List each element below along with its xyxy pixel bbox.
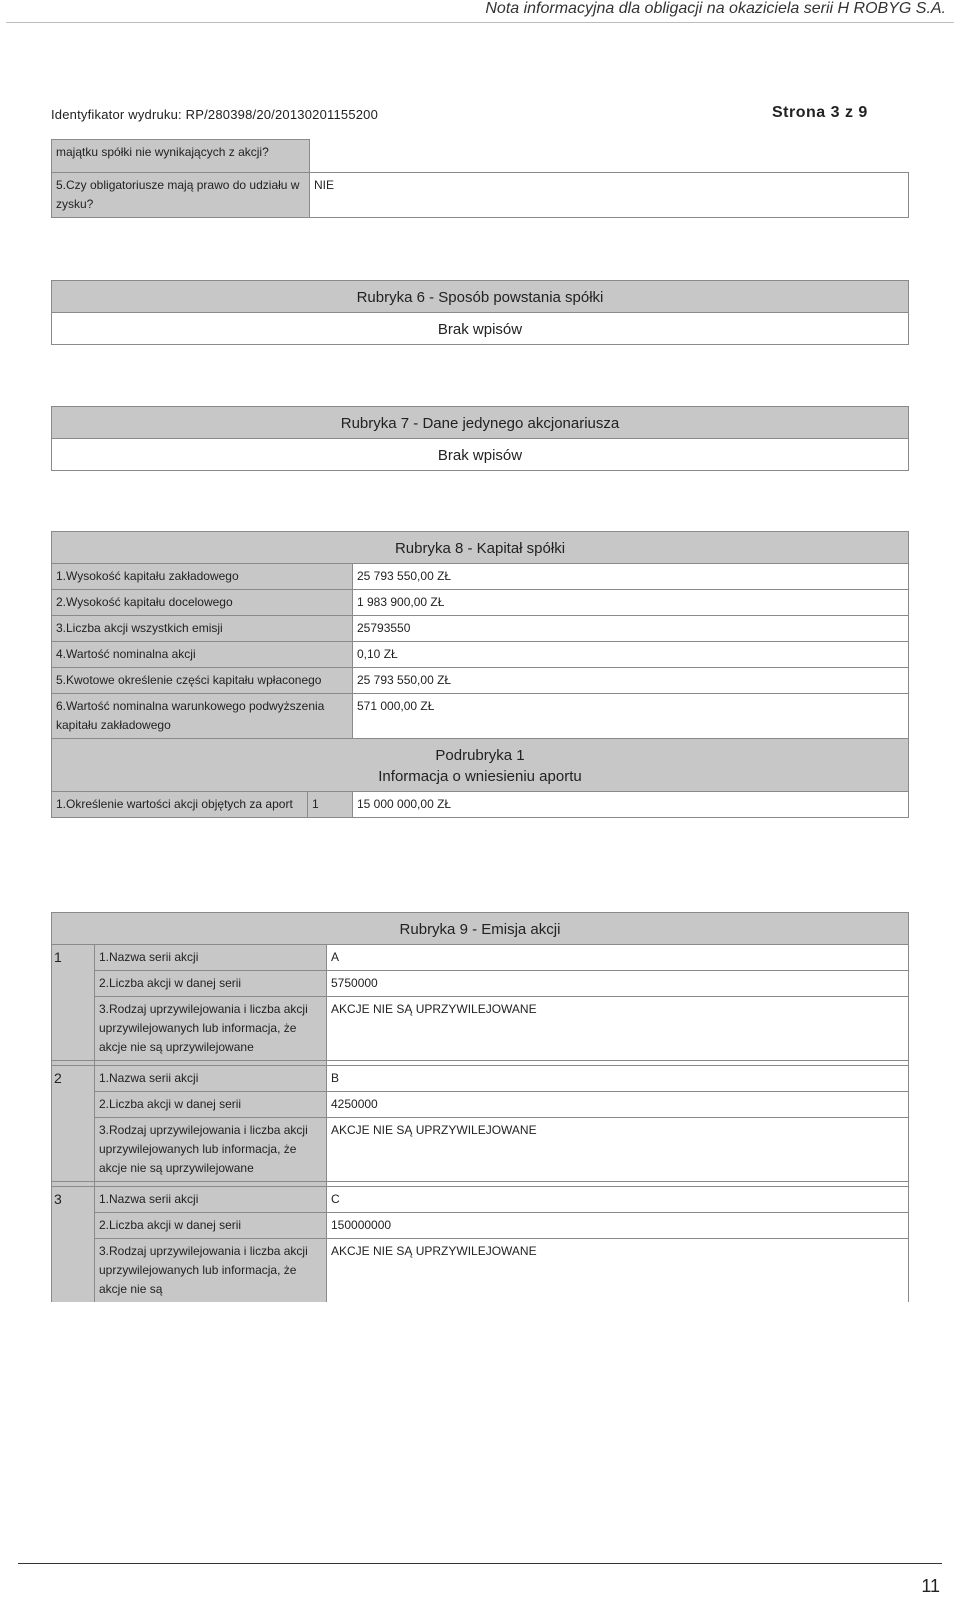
table-row <box>52 616 909 642</box>
page-indicator: Strona 3 z 9 <box>772 104 868 121</box>
series-index: 2 <box>52 1066 95 1182</box>
row-label: 1.Określenie wartości akcji objętych za aport <box>52 792 308 818</box>
row-label: 1.Nazwa serii akcji <box>95 1066 327 1092</box>
row-label: 2.Liczba akcji w danej serii <box>95 971 327 997</box>
section-empty-note: Brak wpisów <box>52 313 909 345</box>
row-value <box>310 140 909 173</box>
table-row <box>52 694 909 739</box>
rubryka-6-table <box>51 280 909 345</box>
row-label: 2.Wysokość kapitału docelowego <box>52 590 353 616</box>
row-value: 150000000 <box>327 1213 909 1239</box>
row-value: B <box>327 1066 909 1092</box>
table-row <box>52 1187 909 1213</box>
row-value: A <box>327 945 909 971</box>
table-row <box>52 1118 909 1182</box>
document-header-title: Nota informacyjna dla obligacji na okaziciela serii H ROBYG S.A. <box>485 0 946 17</box>
rubryka-9-table <box>51 912 909 1302</box>
row-label: majątku spółki nie wynikających z akcji? <box>52 140 310 173</box>
section-title: Rubryka 9 - Emisja akcji <box>52 913 909 945</box>
header-divider <box>6 22 954 23</box>
table-row <box>52 590 909 616</box>
row-value: 25 793 550,00 ZŁ <box>353 668 909 694</box>
rubryka-7-table <box>51 406 909 471</box>
row-value: AKCJE NIE SĄ UPRZYWILEJOWANE <box>327 997 909 1061</box>
table-row <box>52 564 909 590</box>
row-label: 1.Nazwa serii akcji <box>95 1187 327 1213</box>
row-value: 15 000 000,00 ZŁ <box>353 792 909 818</box>
row-label: 2.Liczba akcji w danej serii <box>95 1213 327 1239</box>
row-value: 571 000,00 ZŁ <box>353 694 909 739</box>
table-row <box>52 140 909 173</box>
row-label: 1.Nazwa serii akcji <box>95 945 327 971</box>
series-index: 3 <box>52 1187 95 1303</box>
row-index: 1 <box>308 792 353 818</box>
section-empty-note: Brak wpisów <box>52 439 909 471</box>
table-row <box>52 1066 909 1092</box>
subsection-title-line1: Podrubryka 1 <box>435 747 525 764</box>
section-title: Rubryka 8 - Kapitał spółki <box>52 532 909 564</box>
table-row <box>52 1092 909 1118</box>
row-value: AKCJE NIE SĄ UPRZYWILEJOWANE <box>327 1239 909 1303</box>
table-row <box>52 642 909 668</box>
row-value: 0,10 ZŁ <box>353 642 909 668</box>
row-label: 3.Rodzaj uprzywilejowania i liczba akcji uprzywilejowanych lub informacja, że akcje nie są uprzywilejowane <box>95 1118 327 1182</box>
row-value: NIE <box>310 173 909 218</box>
row-value: 1 983 900,00 ZŁ <box>353 590 909 616</box>
row-value: 25 793 550,00 ZŁ <box>353 564 909 590</box>
subsection-title-line2: Informacja o wniesieniu aportu <box>378 768 582 785</box>
row-label: 3.Rodzaj uprzywilejowania i liczba akcji uprzywilejowanych lub informacja, że akcje nie są uprzywilejowane <box>95 997 327 1061</box>
table-row <box>52 945 909 971</box>
row-label: 6.Wartość nominalna warunkowego podwyższenia kapitału zakładowego <box>52 694 353 739</box>
row-label: 2.Liczba akcji w danej serii <box>95 1092 327 1118</box>
row-value: C <box>327 1187 909 1213</box>
table-row <box>52 792 909 818</box>
subsection-title <box>52 739 909 792</box>
section-title: Rubryka 7 - Dane jedynego akcjonariusza <box>52 407 909 439</box>
printout-identifier: Identyfikator wydruku: RP/280398/20/20130201155200 <box>51 107 379 122</box>
row-label: 1.Wysokość kapitału zakładowego <box>52 564 353 590</box>
section-title: Rubryka 6 - Sposób powstania spółki <box>52 281 909 313</box>
table-row <box>52 173 909 218</box>
row-value: 4250000 <box>327 1092 909 1118</box>
table-row <box>52 971 909 997</box>
table-row <box>52 668 909 694</box>
page-number: 11 <box>921 1576 940 1596</box>
table-row <box>52 1213 909 1239</box>
row-label: 5.Kwotowe określenie części kapitału wpłaconego <box>52 668 353 694</box>
row-label: 4.Wartość nominalna akcji <box>52 642 353 668</box>
table-row <box>52 997 909 1061</box>
series-index: 1 <box>52 945 95 1061</box>
row-label: 5.Czy obligatoriusze mają prawo do udziału w zysku? <box>52 173 310 218</box>
rubryka-8-table <box>51 531 909 818</box>
continuation-table <box>51 139 909 218</box>
row-label: 3.Rodzaj uprzywilejowania i liczba akcji uprzywilejowanych lub informacja, że akcje nie są <box>95 1239 327 1303</box>
footer-divider <box>18 1563 942 1564</box>
row-label: 3.Liczba akcji wszystkich emisji <box>52 616 353 642</box>
row-value: 25793550 <box>353 616 909 642</box>
row-value: AKCJE NIE SĄ UPRZYWILEJOWANE <box>327 1118 909 1182</box>
table-row <box>52 1239 909 1303</box>
row-value: 5750000 <box>327 971 909 997</box>
